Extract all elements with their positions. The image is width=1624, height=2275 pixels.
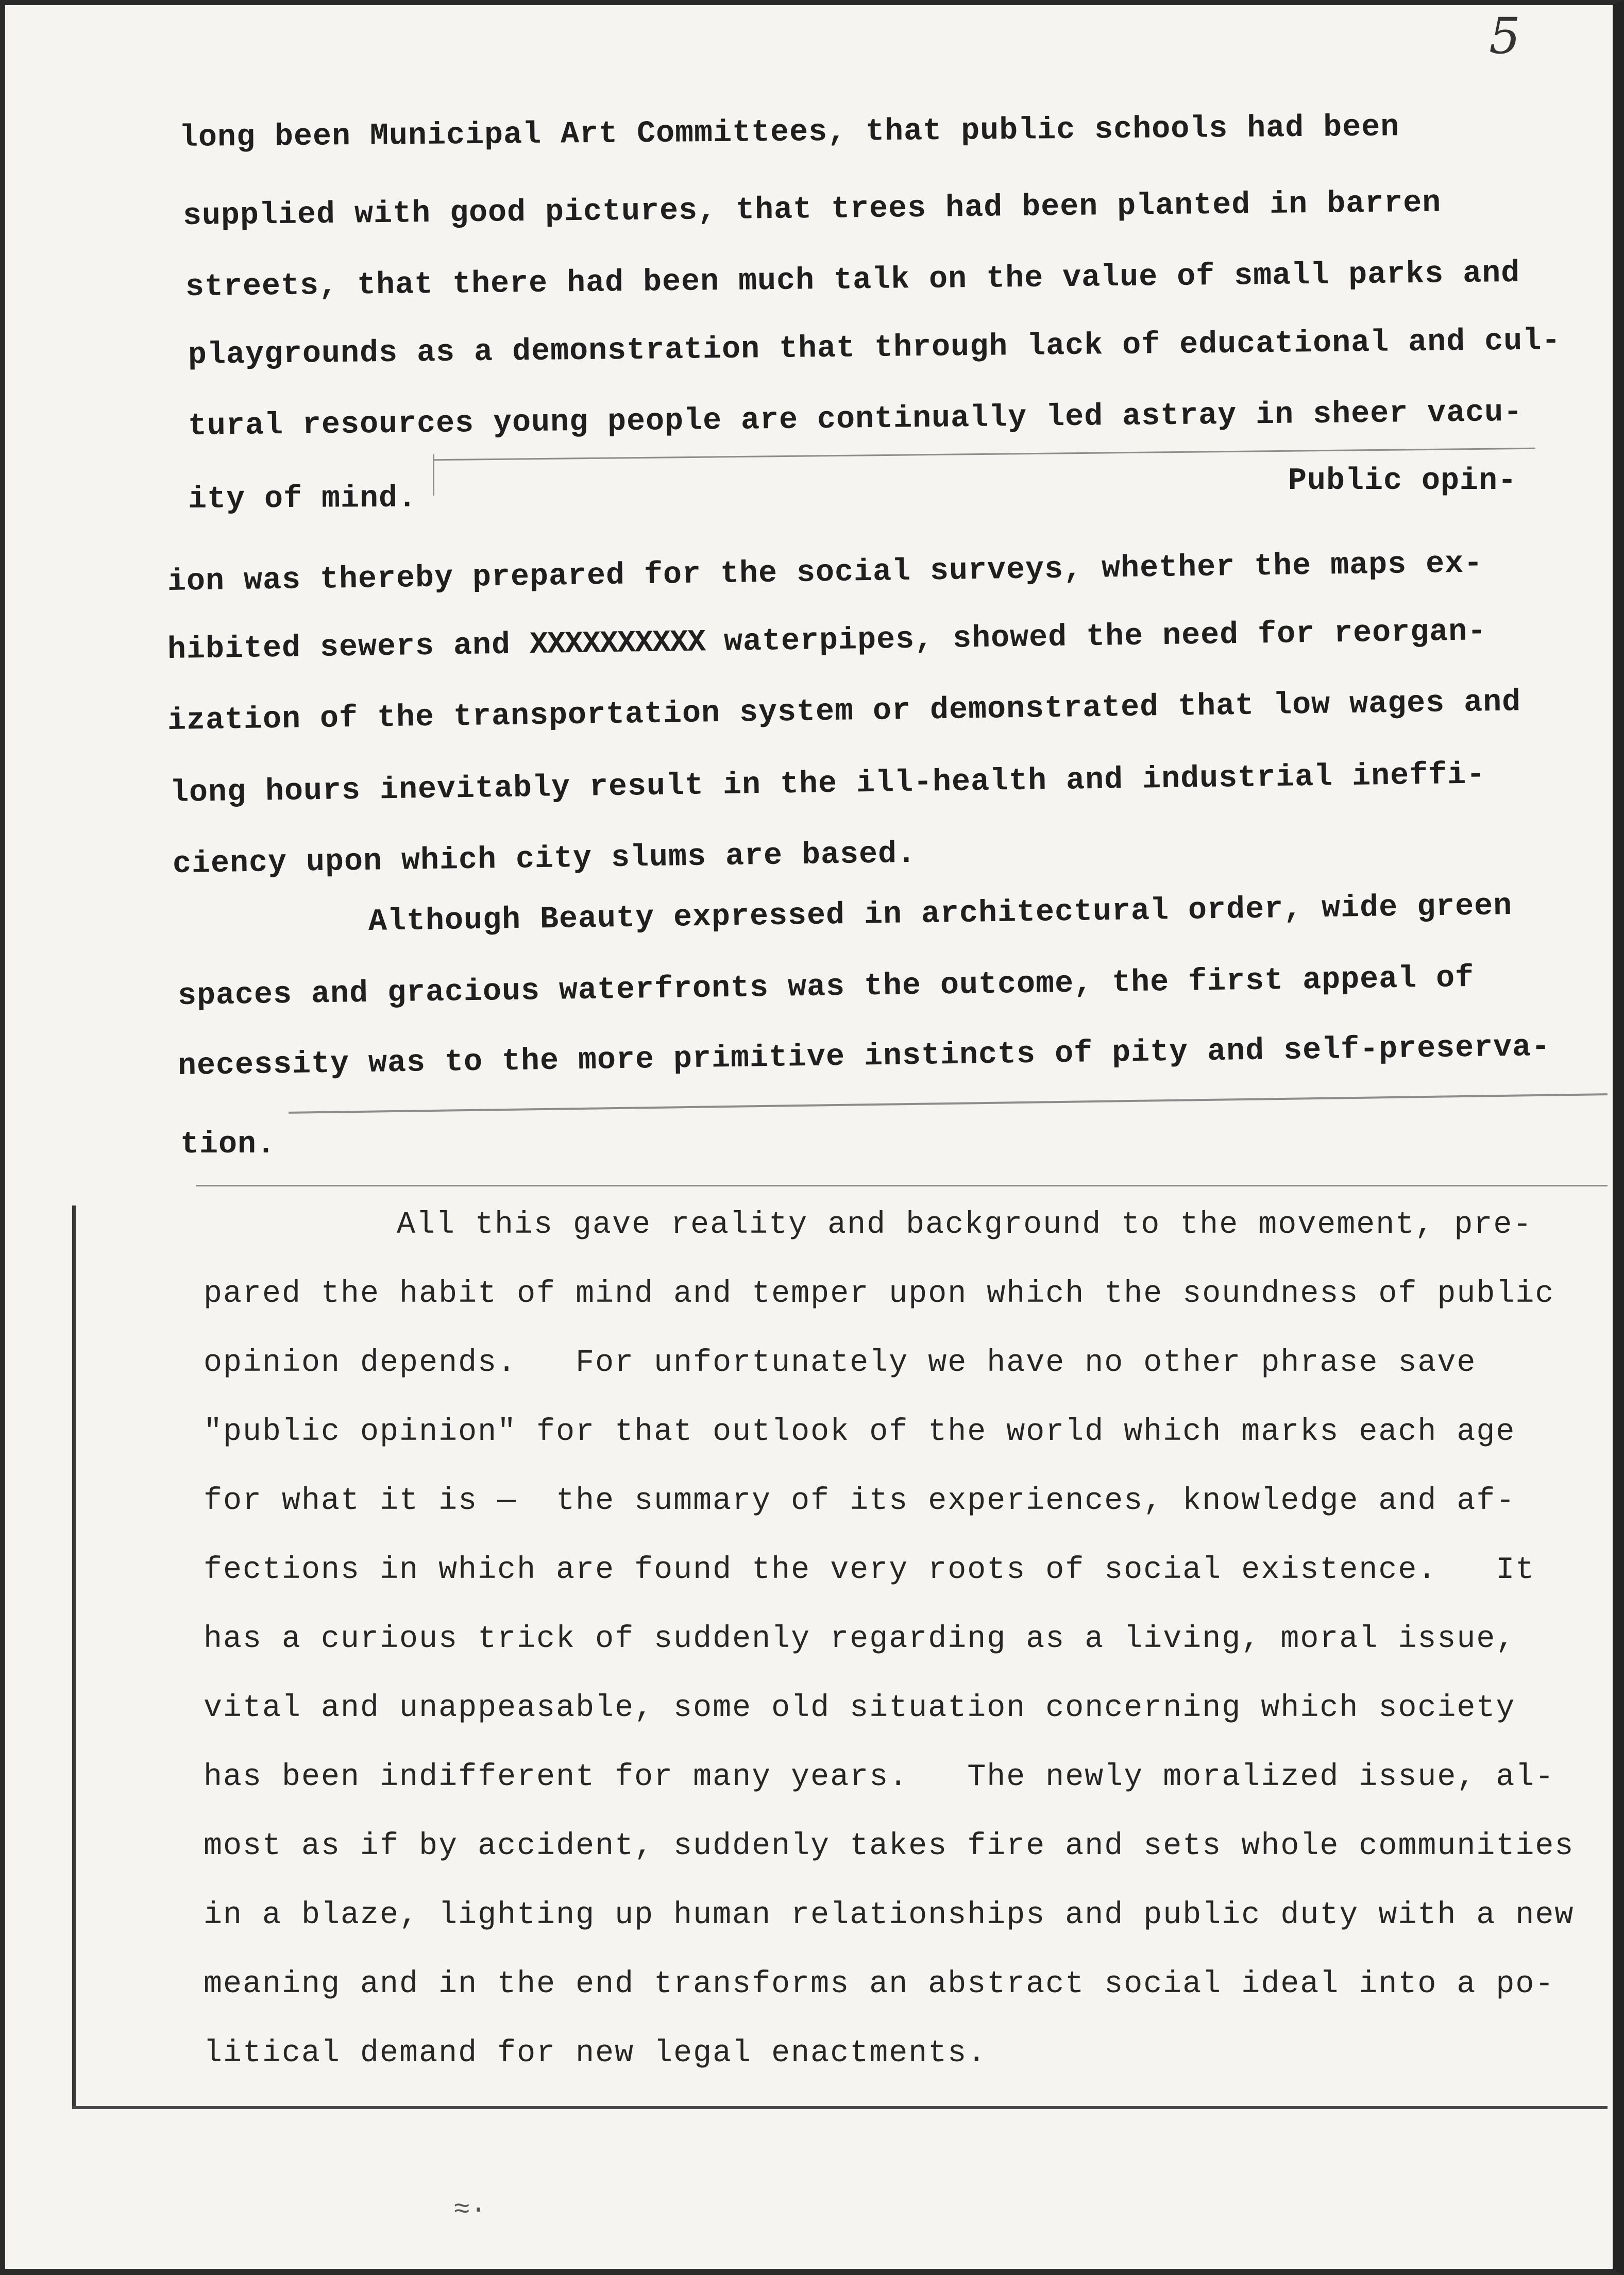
text-line: ciency upon which city slums are based. <box>172 836 917 882</box>
text-line: vital and unappeasable, some old situation concerning which society <box>204 1691 1516 1726</box>
left-margin-line <box>72 1206 76 2107</box>
page-number: 5 <box>1489 7 1521 65</box>
text-line: ization of the transportation system or demonstrated that low wages and <box>167 685 1521 739</box>
text-line: ity of mind. <box>188 481 417 517</box>
text-line: hibited sewers and XXXXXXXXXX waterpipes, showed the need for reorgan- <box>167 614 1487 668</box>
text-line: ion was thereby prepared for the social surveys, whether the maps ex- <box>167 546 1483 600</box>
text-line: pared the habit of mind and temper upon which the soundness of public <box>204 1277 1555 1312</box>
text-line: for what it is — the summary of its experiences, knowledge and af- <box>204 1484 1516 1519</box>
text-line: All this gave reality and background to the movement, pre- <box>397 1208 1533 1243</box>
text-line: "public opinion" for that outlook of the world which marks each age <box>204 1415 1516 1450</box>
bottom-edge-line <box>72 2106 1608 2109</box>
paste-strip-edge <box>196 1185 1608 1186</box>
text-line: has been indifferent for many years. The newly moralized issue, al- <box>204 1760 1555 1795</box>
text-line: playgrounds as a demonstration that through lack of educational and cul- <box>188 324 1561 373</box>
text-line: Although Beauty expressed in architectural order, wide green <box>368 889 1513 940</box>
text-line: long hours inevitably result in the ill-health and industrial ineffi- <box>170 757 1486 811</box>
struck-out-word: XXXXXXXXXX <box>529 625 705 663</box>
text-line: most as if by accident, suddenly takes fire and sets whole communities <box>204 1829 1575 1864</box>
text-line: litical demand for new legal enactments. <box>204 2036 987 2071</box>
paste-strip-edge <box>433 454 434 496</box>
text-line: supplied with good pictures, that trees had been planted in barren <box>182 185 1442 234</box>
text-line: tural resources young people are continually led astray in sheer vacu- <box>188 395 1523 444</box>
text-line: spaces and gracious waterfronts was the outcome, the first appeal of <box>177 960 1475 1014</box>
text-line: tion. <box>180 1127 276 1162</box>
text-line: Public opin- <box>1288 464 1517 499</box>
scan-smudge: ≈· <box>453 2195 487 2226</box>
text-line: opinion depends. For unfortunately we have no other phrase save <box>204 1346 1477 1381</box>
text-line: necessity was to the more primitive instincts of pity and self-preserva- <box>177 1029 1551 1084</box>
paste-strip-edge <box>433 448 1535 461</box>
text-line: fections in which are found the very roots of social existence. It <box>204 1553 1535 1588</box>
text-line: in a blaze, lighting up human relationships and public duty with a new <box>204 1898 1575 1933</box>
paste-strip-edge <box>289 1093 1608 1114</box>
text-line: streets, that there had been much talk on the value of small parks and <box>185 256 1520 305</box>
text-line: meaning and in the end transforms an abstract social ideal into a po- <box>204 1967 1555 2002</box>
text-line: long been Municipal Art Committees, that public schools had been <box>179 110 1400 156</box>
text-line: has a curious trick of suddenly regarding as a living, moral issue, <box>204 1622 1516 1657</box>
